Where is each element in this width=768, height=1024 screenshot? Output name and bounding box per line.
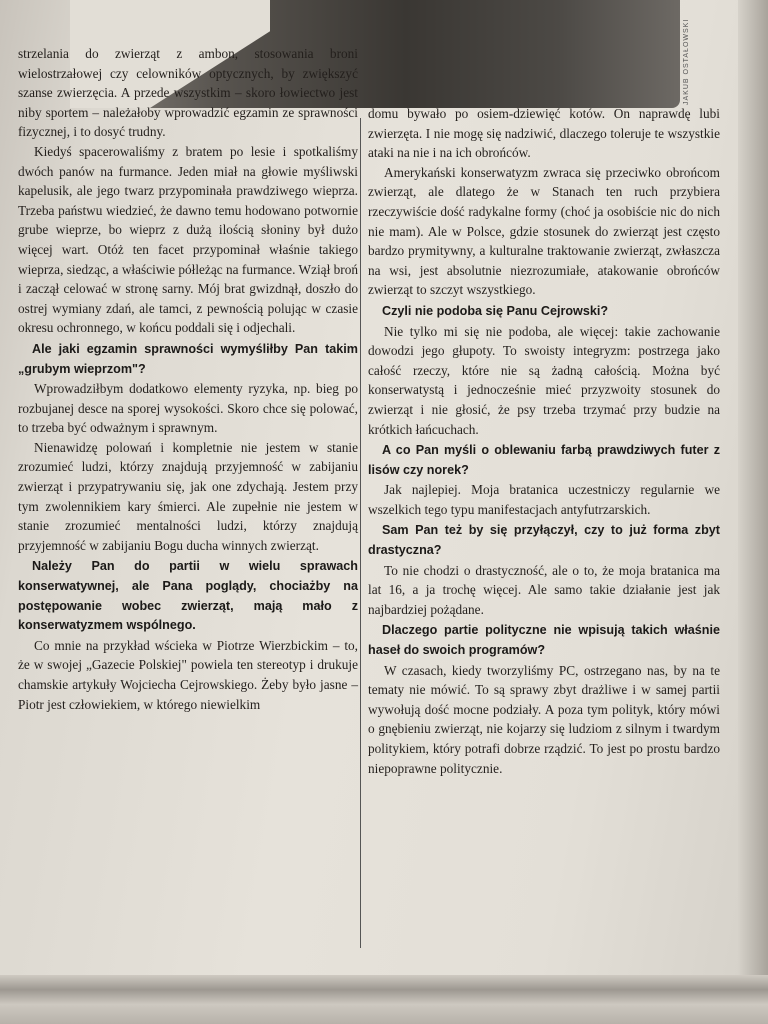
- paragraph: Jak najlepiej. Moja bratanica uczestniczy regularnie we wszelkich tego typu manifestacjach antyfutrzarskich.: [368, 482, 720, 517]
- paragraph: Co mnie na przykład wścieka w Piotrze Wierzbickim – to, że w swojej „Gazecie Polskiej" powiela ten stereotyp i drukuje chamskie artykuły Wojciecha Cejrowskiego. Żeby było jasne – Piotr jest człowiekiem, w którego niewielkim: [18, 637, 358, 712]
- interview-question: Czyli nie podoba się Panu Cejrowski?: [382, 303, 609, 318]
- interview-question: Dlaczego partie polityczne nie wpisują takich właśnie haseł do swoich programów?: [368, 623, 720, 658]
- interview-question: Sam Pan też by się przyłączył, czy to już forma zbyt drastyczna?: [368, 523, 720, 558]
- paragraph: Nie tylko mi się nie podoba, ale więcej: takie zachowanie dowodzi jego głupoty. To swoisty integryzm: postrzega jako całość rzeczy, które nie są żadną całością. Można być konserwatystą i jednocześnie mieć przyzwoity stosunek do zwierząt i nie głosić, że psy trzeba trzymać przy budzie na krótkich łańcuchach.: [368, 323, 720, 437]
- page-edge: [738, 0, 768, 1024]
- paragraph: W czasach, kiedy tworzyliśmy PC, ostrzegano nas, by na te tematy nie mówić. To są sprawy zbyt drażliwe i w samej partii wywołują dość mocne podziały. A poza tym polityk, który mówi o gnębieniu zwierząt, nie kojarzy się ludziom z silnym i twardym politykiem, który potrafi dobrze rządzić. To jest po prostu bardzo niepoprawne politycznie.: [368, 662, 720, 776]
- text-column-left: [18, 44, 358, 714]
- paragraph: Wprowadziłbym dodatkowo elementy ryzyka, np. bieg po rozbujanej desce na sporej wysokości. Skoro chce się polować, to trzeba być odważnym i sprawnym.: [18, 381, 358, 436]
- interview-question: Ale jaki egzamin sprawności wymyśliłby Pan takim „grubym wieprzom"?: [18, 341, 358, 376]
- page-bottom-edge: [0, 975, 768, 1024]
- column-divider: [360, 118, 361, 948]
- text-column-right: [368, 104, 720, 778]
- paragraph: Nienawidzę polowań i kompletnie nie jestem w stanie zrozumieć ludzi, którzy znajdują przyjemność w zabijaniu zwierząt i przypatrywaniu się, jak one zdychają. Jestem przy tym zwolennikiem kary śmierci. Ale zupełnie nie jestem w stanie zrozumieć mentalności ludzi, którzy znajdują przyjemność w zabijaniu Bogu ducha winnych zwierząt.: [18, 439, 358, 553]
- paragraph: domu bywało po osiem-dziewięć kotów. On naprawdę lubi zwierzęta. I nie mogę się nadziwić, dlaczego toleruje te wszystkie ataki na nie i na ich obrońców.: [368, 106, 720, 161]
- paragraph: Kiedyś spacerowaliśmy z bratem po lesie i spotkaliśmy dwóch panów na furmance. Jeden miał na głowie myśliwski kapelusik, ale jego twarz przypominała prawdziwego wieprza. Trzeba państwu wiedzieć, że dawno temu hodowano potwornie grube wieprze, bo wieprz z dużą ilością słoniny był dużo więcej wart. Otóż ten facet przypominał właśnie takiego wieprza, siedząc, a właściwie półleżąc na furmance. Wziął broń i zaczął celować w stronę sarny. Mój brat gwizdnął, doszło do ostrej wymiany zdań, ale tamci, z pewnością polując w czasie okresu ochronnego, w końcu poddali się i odjechali.: [18, 143, 358, 336]
- interview-question: Należy Pan do partii w wielu sprawach konserwatywnej, ale Pana poglądy, chociażby na postępowanie wobec zwierząt, mają mało z konserwatyzmem wspólnego.: [18, 559, 358, 633]
- photo-credit: JAKUB OSTAŁOWSKI: [683, 18, 690, 105]
- paragraph: Amerykański konserwatyzm zwraca się przeciwko obrońcom zwierząt, ale dlatego że w Stanach ten ruch przybiera rzeczywiście dość radykalne formy (choć ja osobiście nic do nich nie mam). Ale w Polsce, gdzie stosunek do zwierząt jest często bardzo prymitywny, a kulturalne traktowanie zwierząt, zwłaszcza na wsi, jest absolutnie niezrozumiałe, atakowanie obrońców zwierząt to szczyt wszystkiego.: [368, 164, 720, 298]
- wrapped-paragraph: strzelania do zwierząt z ambon, stosowania broni wielostrzałowej czy celowników optycznych, by zwiększyć szanse zwierzęcia. A przede wszystkim – skoro łowiectwo jest niby sportem – należałoby wprowadzić egzamin ze sprawności fizycznej, i to dosyć trudny.: [18, 46, 358, 140]
- interview-question: A co Pan myśli o oblewaniu farbą prawdziwych futer z lisów czy norek?: [368, 443, 720, 477]
- paragraph: To nie chodzi o drastyczność, ale o to, że moja bratanica ma lat 16, a ja trochę więcej. Ale samo takie działanie jest jak najbardziej pożądane.: [368, 562, 720, 617]
